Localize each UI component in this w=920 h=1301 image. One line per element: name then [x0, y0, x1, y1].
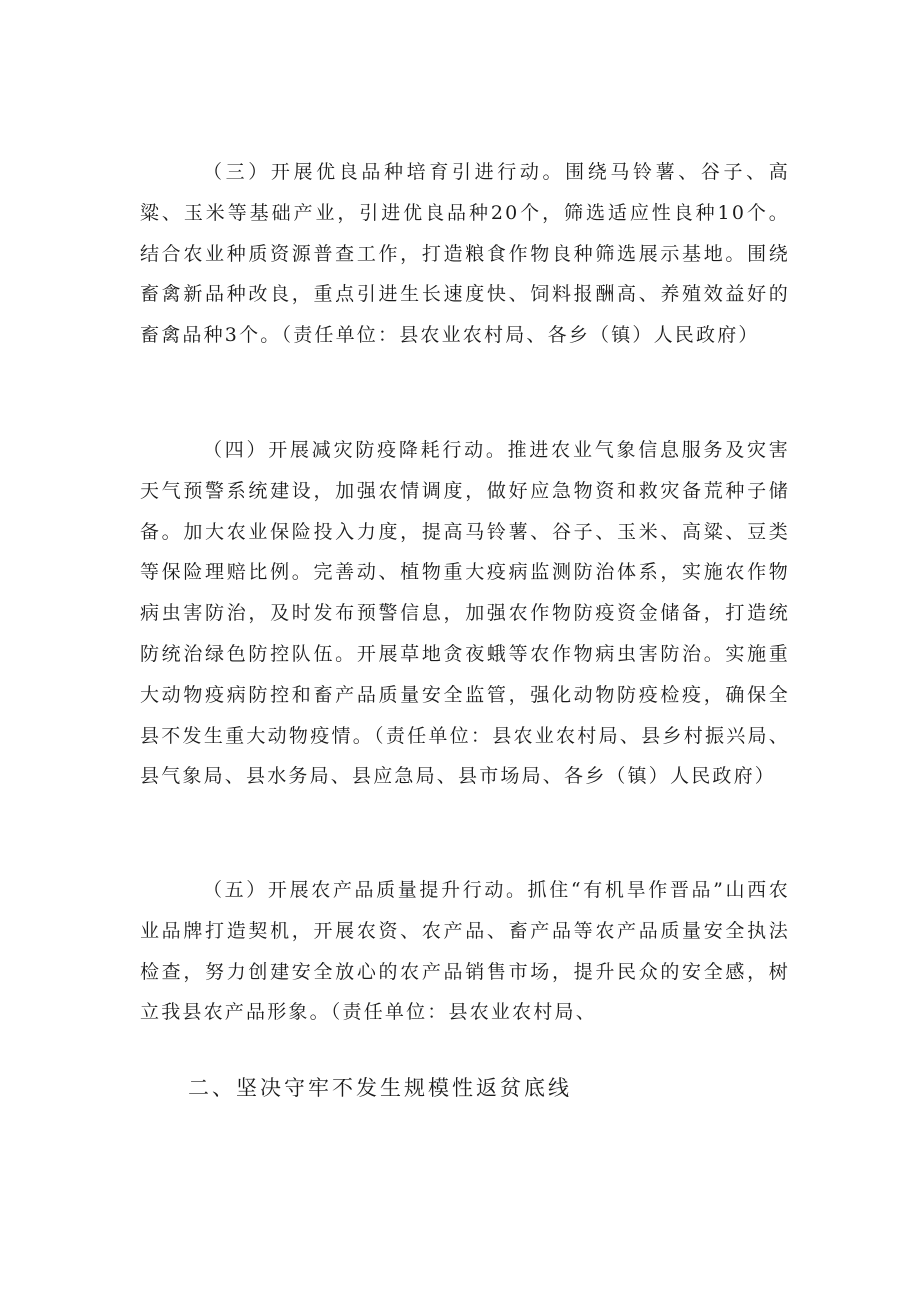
paragraph-section-3: （三）开展优良品种培育引进行动。围绕马铃薯、谷子、高粱、玉米等基础产业，引进优良品种20个，筛选适应性良种10个。结合农业种质资源普查工作，打造粮食作物良种筛选展示基地。围绕畜禽新品种改良，重点引进生长速度快、饲料报酬高、养殖效益好的畜禽品种3个。（责任单位：县农业农村局、各乡（镇）人民政府）	[140, 161, 790, 347]
paragraph-section-4: （四）开展减灾防疫降耗行动。推进农业气象信息服务及灾害天气预警系统建设，加强农情调度，做好应急物资和救灾备荒种子储备。加大农业保险投入力度，提高马铃薯、谷子、玉米、高粱、豆类等保险理赔比例。完善动、植物重大疫病监测防治体系，实施农作物病虫害防治，及时发布预警信息，加强农作物防疫资金储备，打造统防统治绿色防控队伍。开展草地贪夜蛾等农作物病虫害防治。实施重大动物疫病防控和畜产品质量安全监管，强化动物防疫检疫，确保全县不发生重大动物疫情。（责任单位：县农业农村局、县乡村振兴局、县气象局、县水务局、县应急局、县市场局、各乡（镇）人民政府）	[140, 439, 790, 788]
paragraph-section-5: （五）开展农产品质量提升行动。抓住“有机旱作晋品”山西农业品牌打造契机，开展农资、农产品、畜产品等农产品质量安全执法检查，努力创建安全放心的农产品销售市场，提升民众的安全感，树立我县农产品形象。（责任单位：县农业农村局、	[140, 879, 790, 1024]
section-heading: 二、坚决守牢不发生规模性返贫底线	[188, 1076, 572, 1100]
